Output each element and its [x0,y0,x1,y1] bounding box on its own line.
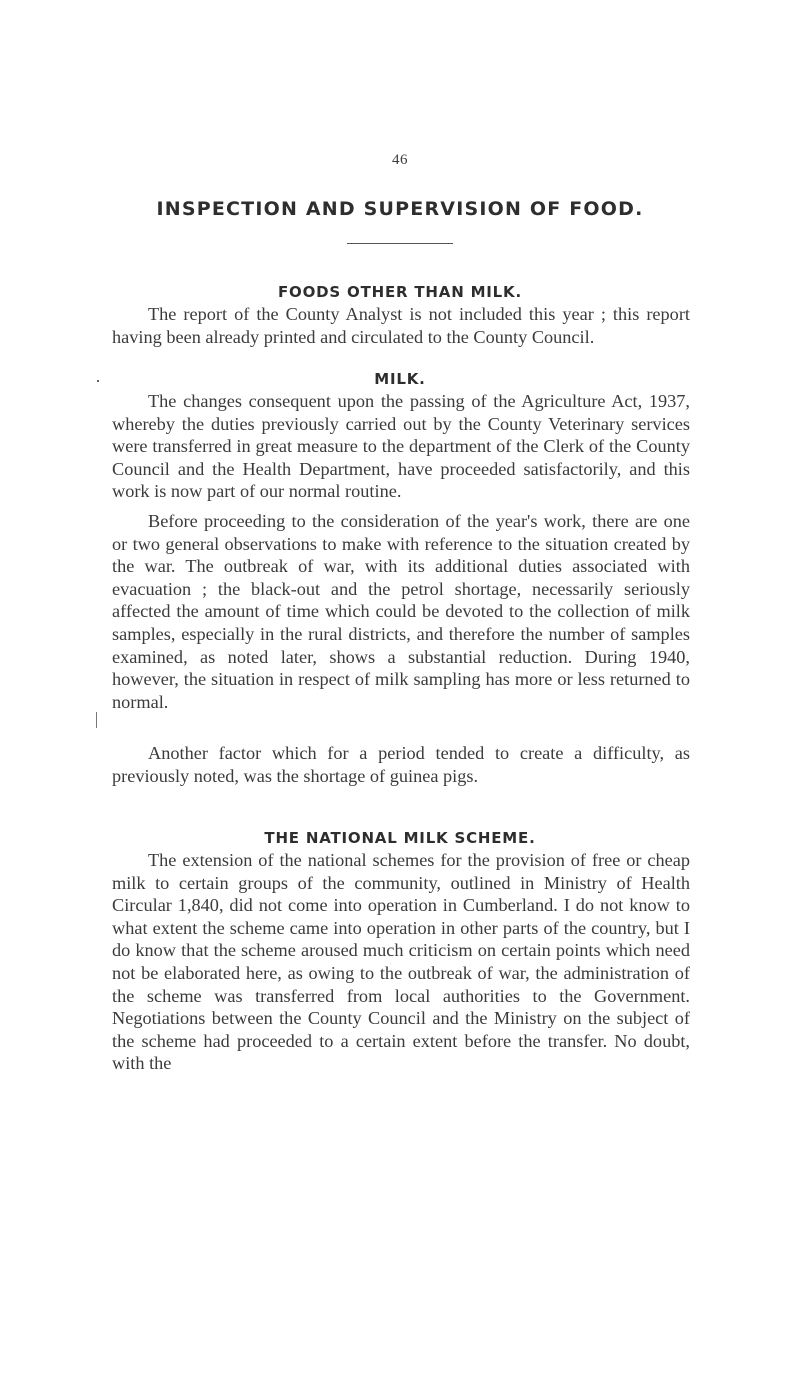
section-heading-national-milk-scheme: THE NATIONAL MILK SCHEME. [264,829,536,847]
paragraph-milk-war-observations: Before proceeding to the consideration of the year's work, there are one or two general observations to make with reference to the situation created by the war. The outbreak of war, with its additional duties associated with evacuation ; the black-out and the petrol shortage, necessarily seriously affected the amount of time which could be devoted to the collection of milk samples, especially in the rural districts, and therefore the number of samples examined, as noted later, shows a substantial reduction. During 1940, however, the situation in respect of milk sampling has more or less returned to normal. [112,511,690,712]
title-divider [347,243,453,244]
page-title: INSPECTION AND SUPERVISION OF FOOD. [156,198,644,220]
margin-mark [96,712,97,728]
page-number: 46 [392,152,408,168]
paragraph-milk-agriculture-act: The changes consequent upon the passing of the Agriculture Act, 1937, whereby the duties previously carried out by the County Veterinary services were transferred in great measure to the department of the Clerk of the County Council and the Health Department, have proceeded satisfactorily, and this work is now part of our normal routine. [112,391,690,502]
section-heading-foods-other-than-milk: FOODS OTHER THAN MILK. [278,283,522,301]
paragraph-foods-report: The report of the County Analyst is not included this year ; this report having been already printed and circulated to the County Council. [112,304,690,347]
paragraph-national-milk-scheme: The extension of the national schemes for the provision of free or cheap milk to certain groups of the community, outlined in Ministry of Health Circular 1,840, did not come into operation in Cumberland. I do not know to what extent the scheme came into operation in other parts of the country, but I do know that the scheme aroused much criticism on certain points which need not be elaborated here, as owing to the outbreak of war, the administration of the scheme was transferred from local authorities to the Government. Negotiations between the County Council and the Ministry on the subject of the scheme had proceeded to a certain extent before the transfer. No doubt, with the [112,850,690,1074]
paragraph-milk-guinea-pigs: Another factor which for a period tended to create a difficulty, as previously noted, was the shortage of guinea pigs. [112,743,690,786]
section-heading-milk: MILK. [374,370,426,388]
